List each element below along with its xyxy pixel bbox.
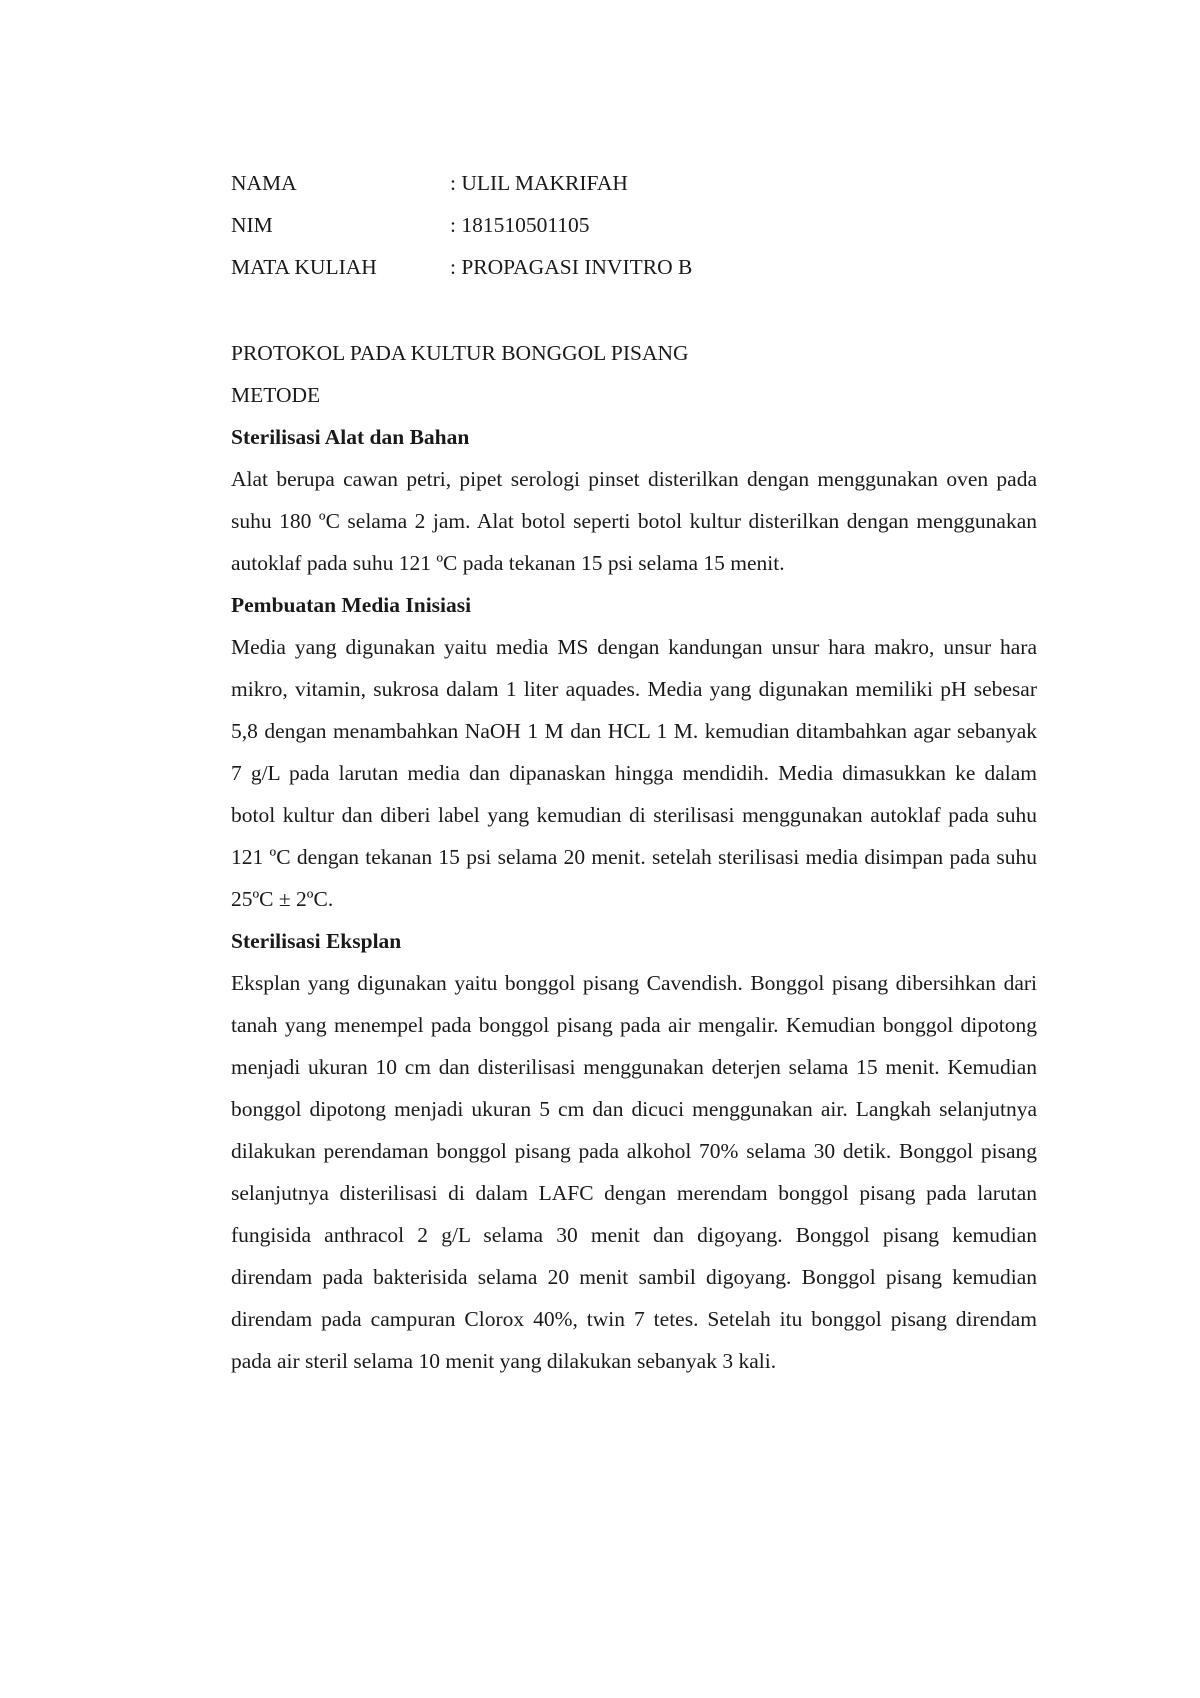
- method-label: METODE: [231, 383, 321, 407]
- section-sterilisasi-alat: [231, 416, 1037, 584]
- section-paragraph: Media yang digunakan yaitu media MS dengan kandungan unsur hara makro, unsur hara mikro, vitamin, sukrosa dalam 1 liter aquades. Media yang digunakan memiliki pH sebesar 5,8 dengan menambahkan NaOH 1 M dan HCL 1 M. kemudian ditambahkan agar sebanyak 7 g/L pada larutan media dan dipanaskan hingga mendidih. Media dimasukkan ke dalam botol kultur dan diberi label yang kemudian di sterilisasi menggunakan autoklaf pada suhu 121 ºC dengan tekanan 15 psi selama 20 menit. setelah sterilisasi media disimpan pada suhu 25ºC ± 2ºC.: [231, 635, 1037, 911]
- section-heading: Pembuatan Media Inisiasi: [231, 593, 472, 617]
- section-heading: Sterilisasi Eksplan: [231, 929, 402, 953]
- info-row-name: [231, 170, 1037, 212]
- section-paragraph: Alat berupa cawan petri, pipet serologi pinset disterilkan dengan menggunakan oven pada suhu 180 ºC selama 2 jam. Alat botol seperti botol kultur disterilkan dengan menggunakan autoklaf pada suhu 121 ºC pada tekanan 15 psi selama 15 menit.: [231, 467, 1037, 575]
- section-pembuatan-media: [231, 584, 1037, 920]
- document-page: [231, 170, 1037, 1382]
- section-sterilisasi-eksplan: [231, 920, 1037, 1382]
- info-row-nim: [231, 212, 1037, 254]
- info-row-course: [231, 254, 1037, 296]
- title-block: [231, 332, 1037, 416]
- info-key: MATA KULIAH: [231, 255, 377, 279]
- info-value: : ULIL MAKRIFAH: [450, 171, 628, 195]
- section-heading: Sterilisasi Alat dan Bahan: [231, 425, 470, 449]
- section-paragraph: Eksplan yang digunakan yaitu bonggol pisang Cavendish. Bonggol pisang dibersihkan dari tanah yang menempel pada bonggol pisang pada air mengalir. Kemudian bonggol dipotong menjadi ukuran 10 cm dan disterilisasi menggunakan deterjen selama 15 menit. Kemudian bonggol dipotong menjadi ukuran 5 cm dan dicuci menggunakan air. Langkah selanjutnya dilakukan perendaman bonggol pisang pada alkohol 70% selama 30 detik. Bonggol pisang selanjutnya disterilisasi di dalam LAFC dengan merendam bonggol pisang pada larutan fungisida anthracol 2 g/L selama 30 menit dan digoyang. Bonggol pisang kemudian direndam pada bakterisida selama 20 menit sambil digoyang. Bonggol pisang kemudian direndam pada campuran Clorox 40%, twin 7 tetes. Setelah itu bonggol pisang direndam pada air steril selama 10 menit yang dilakukan sebanyak 3 kali.: [231, 971, 1037, 1373]
- info-key: NAMA: [231, 171, 297, 195]
- student-info-table: [231, 170, 1037, 296]
- info-value: : PROPAGASI INVITRO B: [450, 255, 693, 279]
- info-key: NIM: [231, 213, 273, 237]
- document-title: PROTOKOL PADA KULTUR BONGGOL PISANG: [231, 341, 689, 365]
- info-value: : 181510501105: [450, 213, 590, 237]
